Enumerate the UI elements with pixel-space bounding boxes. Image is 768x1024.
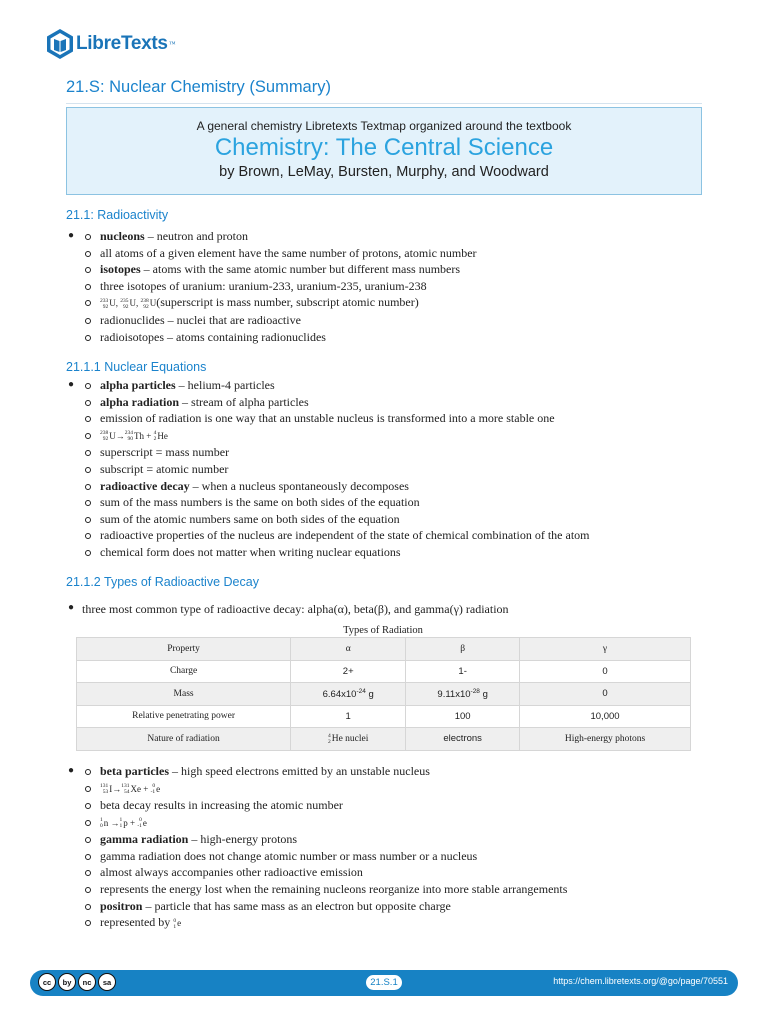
list-item [66,278,706,295]
list-item [66,864,706,881]
definition: represented by [100,915,174,930]
definition: beta decay results in increasing the atomic number [100,798,343,813]
list-item [66,780,706,798]
radioactivity-list [66,228,706,345]
radiation-types-table [76,637,691,751]
circle-bullet-icon [85,550,91,556]
table-row [77,728,691,751]
definition: – high-energy protons [188,832,298,847]
definition: chemical form does not matter when writing nuclear equations [100,544,401,559]
page-footer [30,970,738,996]
table-cell: Nature of radiation [77,728,291,751]
circle-bullet-icon [85,335,91,341]
nuclear-equations-list [66,377,706,560]
libretexts-logo-icon [46,28,74,60]
definition: represents the energy lost when the remaining nucleons reorganize into more stable arrangements [100,882,568,897]
definition: radioactive properties of the nucleus are independent of the state of chemical combination of the atom [100,528,590,543]
noncommercial-icon: nc [78,973,96,991]
table-cell: γ [520,638,691,661]
circle-bullet-icon [85,854,91,860]
license-badge[interactable] [38,973,116,991]
circle-bullet-icon [85,318,91,324]
definition: – helium-4 particles [175,378,275,392]
logo-trademark: ™ [168,40,176,48]
list-item [66,898,706,915]
definition: – atoms with the same atomic number but different mass numbers [140,262,461,277]
share-alike-icon: sa [98,973,116,991]
term: radioactive decay [100,478,190,493]
table-cell: Charge [77,660,291,683]
table-caption: Types of Radiation [343,625,423,636]
circle-bullet-icon [85,284,91,290]
circle-bullet-icon [85,433,91,439]
definition: – neutron and proton [144,229,248,243]
circle-bullet-icon [85,416,91,422]
list-item [66,814,706,832]
list-item [66,461,706,478]
table-cell: β [406,638,520,661]
circle-bullet-icon [85,920,91,926]
table-header-row [77,638,691,661]
page-title: 21.S: Nuclear Chemistry (Summary) [66,78,702,104]
definition: almost always accompanies other radioactive emission [100,865,363,880]
uranium-233-notation: 233 92 U , [100,297,121,310]
definition: – high speed electrons emitted by an unstable nucleus [168,764,430,778]
circle-bullet-icon [85,769,91,775]
table-cell: $6.64x10^{-24}$ g [291,683,406,706]
decay-types-list [66,763,706,932]
list-item [66,881,706,898]
list-item [66,544,706,561]
term: alpha radiation [100,394,180,409]
page-url-link[interactable]: https://chem.libretexts.org/@go/page/70551 [553,976,728,986]
table-cell: $9.11x10^{-28}$ g [406,683,520,706]
circle-bullet-icon [85,803,91,809]
circle-bullet-icon [85,870,91,876]
definition: emission of radiation is one way that an unstable nucleus is transformed into a more stable one [100,411,555,426]
banner-book-title: Chemistry: The Central Science [214,134,554,161]
list-item [66,312,706,329]
bullet-icon: ● [68,602,75,613]
definition: sum of the mass numbers is the same on both sides of the equation [100,495,420,510]
table-cell: 2+ [291,660,406,683]
circle-bullet-icon [85,450,91,456]
creative-commons-icon: cc [38,973,56,991]
decay-intro-text: three most common type of radioactive decay: alpha(α), beta(β), and gamma(γ) radiation [82,602,509,616]
table-cell: Mass [77,683,291,706]
circle-bullet-icon [85,786,91,792]
list-item [66,848,706,865]
circle-bullet-icon [85,467,91,473]
definition: all atoms of a given element have the same number of protons, atomic number [100,245,477,260]
term: nucleons [100,229,145,243]
bullet-icon: ● [68,379,75,390]
uranium-235-notation: 235 92 U , [120,297,141,310]
circle-bullet-icon [85,820,91,826]
list-item [66,228,706,245]
section-heading-nuclear-equations: 21.1.1 Nuclear Equations [66,360,207,374]
circle-bullet-icon [85,887,91,893]
table-cell: 1 [291,705,406,728]
beta-decay-equation: 131 53 I → 131 54 Xe + 0 -1 e [100,782,161,795]
list-item [66,410,706,427]
circle-bullet-icon [85,400,91,406]
list-item [66,511,706,528]
definition: radioisotopes – atoms containing radionuclides [100,329,326,344]
definition: three isotopes of uranium: uranium-233, uranium-235, uranium-238 [100,278,427,293]
term: alpha particles [100,378,176,392]
definition: radionuclides – nuclei that are radioactive [100,312,301,327]
section-heading-radioactivity: 21.1: Radioactivity [66,208,169,222]
circle-bullet-icon [85,383,91,389]
circle-bullet-icon [85,837,91,843]
circle-bullet-icon [85,517,91,523]
attribution-icon: by [58,973,76,991]
circle-bullet-icon [85,484,91,490]
circle-bullet-icon [85,251,91,257]
list-item [66,527,706,544]
bullet-icon: ● [68,230,75,241]
section-heading-types-of-decay: 21.1.2 Types of Radioactive Decay [66,575,259,589]
list-item [66,797,706,814]
page-number: 21.S.1 [366,975,402,990]
table-cell: 10,000 [520,705,691,728]
circle-bullet-icon [85,234,91,240]
definition: – stream of alpha particles [179,394,309,409]
decay-intro-item [66,602,509,617]
table-cell: α [291,638,406,661]
table-cell: 0 [520,660,691,683]
table-cell: electrons [406,728,520,751]
table-row [77,660,691,683]
list-item [66,444,706,461]
list-item [66,427,706,445]
term: gamma radiation [100,832,189,847]
circle-bullet-icon [85,904,91,910]
circle-bullet-icon [85,500,91,506]
list-item [66,494,706,511]
list-item [66,294,706,312]
alpha-decay-equation: 238 92 U → 234 90 Th + 4 2 He [100,430,168,443]
logo-text: LibreTexts [76,33,168,54]
definition: – when a nucleus spontaneously decomposes [189,478,409,493]
definition: gamma radiation does not change atomic number or mass number or a nucleus [100,848,478,863]
list-item [66,763,706,780]
table-cell: 1- [406,660,520,683]
table-cell: 100 [406,705,520,728]
table-cell: Relative penetrating power [77,705,291,728]
table-cell: Property [77,638,291,661]
term: beta particles [100,764,169,778]
table-row [77,683,691,706]
table-cell: 4 2 He nuclei [291,728,406,751]
circle-bullet-icon [85,267,91,273]
banner-authors: by Brown, LeMay, Bursten, Murphy, and Woodward [219,164,549,180]
definition: (superscript is mass number, subscript atomic number) [156,295,419,310]
term: positron [100,898,143,913]
definition: superscript = mass number [100,445,230,460]
list-item [66,245,706,262]
circle-bullet-icon [85,300,91,306]
list-item [66,377,706,394]
banner-subtitle: A general chemistry Libretexts Textmap organized around the textbook [196,119,572,133]
list-item [66,261,706,278]
list-item [66,831,706,848]
circle-bullet-icon [85,533,91,539]
neutron-decay-equation: 1 0 n → 1 1 p + 0 -1 e [100,816,147,829]
definition: – particle that has same mass as an electron but opposite charge [142,898,451,913]
bullet-icon: ● [68,765,75,776]
table-row [77,705,691,728]
table-cell: High-energy photons [520,728,691,751]
list-item [66,478,706,495]
positron-notation: 0 1 e [173,917,182,930]
definition: sum of the atomic numbers same on both sides of the equation [100,511,400,526]
list-item [66,914,706,932]
term: isotopes [100,262,141,277]
list-item [66,394,706,411]
definition: subscript = atomic number [100,461,229,476]
list-item [66,329,706,346]
libretexts-logo[interactable] [46,27,176,61]
table-cell: 0 [520,683,691,706]
uranium-238-notation: 238 92 U [140,297,157,310]
textmap-banner [66,107,702,195]
